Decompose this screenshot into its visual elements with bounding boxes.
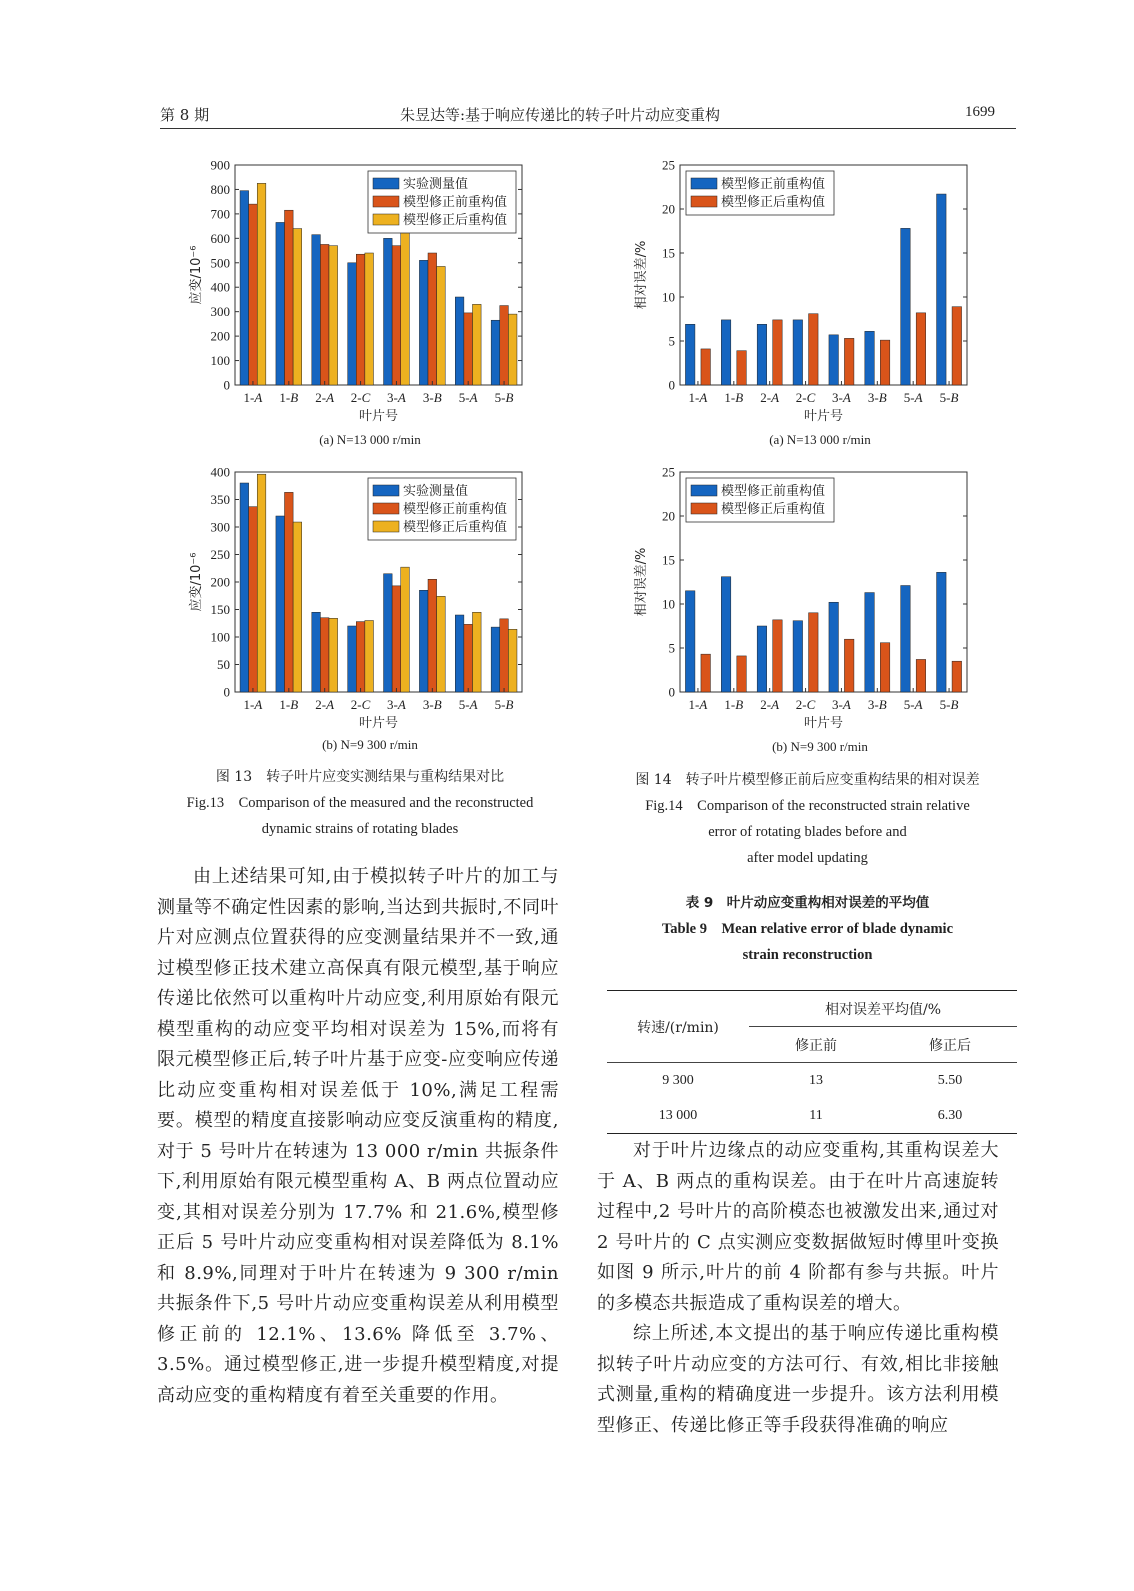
- fig13b-chart: [180, 462, 550, 742]
- y-tick-label: 700: [210, 206, 230, 222]
- bar: [455, 615, 464, 692]
- bar: [240, 483, 249, 692]
- y-tick-label: 600: [210, 230, 230, 246]
- bar: [320, 618, 329, 692]
- y-tick-label: 150: [210, 602, 230, 617]
- cell-after: 5.50: [937, 1072, 963, 1088]
- legend-label: 模型修正后重构值: [721, 502, 826, 517]
- right-column-text: [597, 1136, 999, 1441]
- th-after: 修正后: [883, 1027, 1017, 1063]
- bar: [329, 246, 338, 385]
- bar: [829, 602, 839, 692]
- cell-after: 6.30: [937, 1107, 963, 1123]
- bar: [844, 639, 854, 692]
- x-tick-label: 5-B: [494, 390, 514, 405]
- y-tick-label: 400: [210, 279, 230, 295]
- fig14-caption-en-3: after model updating: [747, 850, 868, 866]
- x-tick-label: 1-B: [279, 390, 299, 405]
- y-tick-label: 50: [217, 657, 230, 672]
- legend-swatch: [373, 521, 399, 532]
- bar: [865, 593, 875, 692]
- bar: [392, 586, 401, 692]
- legend-label: 模型修正后重构值: [721, 195, 826, 210]
- left-column-text: [157, 862, 559, 1411]
- bar: [464, 624, 473, 692]
- running-title: 朱昱达等:基于响应传递比的转子叶片动应变重构: [400, 106, 721, 124]
- fig13a-subcaption: (a) N=13 000 r/min: [319, 432, 421, 447]
- bar: [464, 313, 473, 385]
- x-tick-label: 1-B: [724, 390, 744, 405]
- cell-before: 11: [809, 1107, 823, 1123]
- y-tick-label: 500: [210, 255, 230, 271]
- y-axis-label: 应变/10⁻⁶: [189, 245, 204, 305]
- fig14a-subcaption: (a) N=13 000 r/min: [769, 432, 871, 447]
- bar: [249, 204, 258, 385]
- bar: [844, 338, 854, 385]
- y-tick-label: 20: [662, 201, 675, 217]
- fig13-caption-en-1: Fig.13 Comparison of the measured and the reconstructed: [186, 795, 534, 811]
- bar: [757, 324, 767, 385]
- x-tick-label: 3-B: [867, 697, 887, 712]
- bar: [320, 244, 329, 385]
- x-tick-label: 3-A: [387, 390, 406, 405]
- bar: [276, 516, 285, 692]
- y-tick-label: 10: [662, 289, 675, 305]
- y-axis-label: 相对误差/%: [634, 547, 649, 617]
- x-tick-label: 5-A: [458, 390, 478, 405]
- fig13b-subcaption: (b) N=9 300 r/min: [322, 737, 418, 752]
- fig14a-chart: [625, 155, 995, 435]
- y-tick-label: 5: [668, 640, 675, 656]
- fig13a-chart: [180, 155, 550, 435]
- bar: [472, 612, 481, 692]
- fig14b-subcaption: (b) N=9 300 r/min: [772, 739, 868, 754]
- bar: [348, 626, 357, 692]
- bar: [829, 335, 839, 385]
- bar: [329, 618, 338, 692]
- bar: [472, 304, 481, 385]
- bar: [356, 254, 365, 385]
- bar: [880, 643, 890, 692]
- bar: [952, 661, 962, 692]
- bar: [419, 590, 428, 692]
- bar: [293, 522, 302, 692]
- bar: [365, 621, 374, 693]
- bar: [685, 324, 695, 385]
- y-tick-label: 0: [668, 684, 675, 700]
- y-tick-label: 25: [662, 464, 675, 480]
- legend-swatch: [373, 196, 399, 207]
- y-tick-label: 100: [210, 353, 230, 369]
- y-tick-label: 100: [210, 629, 230, 645]
- bar: [428, 579, 437, 692]
- table9-title-en-2: strain reconstruction: [742, 947, 873, 963]
- x-axis-label: 叶片号: [803, 409, 844, 424]
- table9-title-en-1: Table 9 Mean relative error of blade dynamic: [661, 921, 954, 937]
- legend-label: 实验测量值: [403, 177, 469, 192]
- bar: [348, 263, 357, 385]
- table-row: [607, 1098, 1017, 1134]
- table9: [607, 990, 1017, 1134]
- legend-swatch: [373, 503, 399, 514]
- bar: [428, 253, 437, 385]
- bar: [384, 574, 393, 692]
- x-tick-label: 1-A: [243, 390, 263, 405]
- x-tick-label: 2-A: [760, 697, 780, 712]
- fig13-caption-cn: 图 13 转子叶片应变实测结果与重构结果对比: [215, 769, 505, 785]
- x-tick-label: 1-A: [688, 390, 708, 405]
- bar: [419, 260, 428, 385]
- bar: [793, 621, 803, 692]
- bar: [312, 235, 321, 385]
- legend-swatch: [373, 485, 399, 496]
- y-tick-label: 20: [662, 508, 675, 524]
- cell-speed: 13 000: [658, 1107, 698, 1123]
- fig14-caption-cn: 图 14 转子叶片模型修正前后应变重构结果的相对误差: [635, 772, 980, 788]
- y-tick-label: 300: [210, 304, 230, 320]
- x-tick-label: 3-A: [832, 390, 851, 405]
- y-tick-label: 900: [210, 157, 230, 173]
- table9-title-cn: 表 9 叶片动应变重构相对误差的平均值: [685, 895, 930, 911]
- bar: [809, 613, 819, 692]
- cell-speed: 9 300: [662, 1072, 694, 1088]
- bar: [500, 619, 509, 692]
- bar: [491, 320, 500, 385]
- page-number: 1699: [965, 104, 995, 120]
- legend-label: 实验测量值: [403, 484, 469, 499]
- fig14b-chart: [625, 462, 995, 742]
- x-tick-label: 2-C: [350, 390, 371, 405]
- paragraph: 由上述结果可知,由于模拟转子叶片的加工与测量等不确定性因素的影响,当达到共振时,不同叶片对应测点位置获得的应变测量结果并不一致,通过模型修正技术建立高保真有限元模型,基于响应传递比依然可以重构叶片动应变,利用原始有限元模型重构的动应变平均相对误差为 15%,而将有限元模型修正后,转子叶片基于应变-应变响应传递比动应变重构相对误差低于 10%,满足工程需要。模型的精度直接影响动应变反演重构的精度,对于 5 号叶片在转速为 13 000 r/min 共振条件下,利用原始有限元模型重构 A、B 两点位置动应变,其相对误差分别为 17.7% 和 21.6%,模型修正后 5 号叶片动应变重构相对误差降低为 8.1% 和 8.9%,同理对于叶片在转速为 9 300 r/min 共振条件下,5 号叶片动应变重构误差从利用模型修正前的 12.1%、13.6% 降低至 3.7%、3.5%。通过模型修正,进一步提升模型精度,对提高动应变的重构精度有着至关重要的作用。: [157, 866, 559, 1406]
- legend-label: 模型修正前重构值: [721, 484, 826, 499]
- bar: [401, 230, 410, 385]
- x-tick-label: 1-A: [688, 697, 708, 712]
- y-tick-label: 350: [210, 492, 230, 507]
- th-before: 修正前: [749, 1027, 883, 1063]
- y-axis-label: 相对误差/%: [634, 240, 649, 310]
- legend-label: 模型修正后重构值: [403, 213, 508, 228]
- bar: [455, 297, 464, 385]
- bar: [356, 622, 365, 692]
- bar: [500, 306, 509, 385]
- y-tick-label: 25: [662, 157, 675, 173]
- bar: [773, 320, 783, 385]
- y-tick-label: 0: [668, 377, 675, 393]
- bar: [249, 507, 258, 692]
- bar: [916, 313, 926, 385]
- bar: [276, 222, 285, 385]
- x-tick-label: 5-B: [939, 697, 959, 712]
- paragraph: 综上所述,本文提出的基于响应传递比重构模拟转子叶片动应变的方法可行、有效,相比非接触式测量,重构的精确度进一步提升。该方法利用模型修正、传递比修正等手段获得准确的响应: [597, 1323, 999, 1436]
- y-tick-label: 400: [210, 464, 230, 480]
- bar: [437, 266, 446, 385]
- bar: [937, 572, 947, 692]
- table-row: [607, 1063, 1017, 1099]
- legend-swatch: [691, 485, 717, 496]
- bar: [757, 626, 767, 692]
- bar: [240, 191, 249, 385]
- legend-swatch: [691, 178, 717, 189]
- y-tick-label: 250: [210, 547, 230, 562]
- bar: [773, 620, 783, 692]
- x-tick-label: 2-C: [350, 697, 371, 712]
- y-tick-label: 0: [223, 684, 230, 700]
- th-speed: 转速/(r/min): [607, 991, 749, 1063]
- bar: [293, 229, 302, 385]
- x-tick-label: 5-A: [458, 697, 478, 712]
- x-tick-label: 2-A: [315, 390, 335, 405]
- th-group: 相对误差平均值/%: [749, 991, 1017, 1027]
- bar: [285, 210, 294, 385]
- fig14-caption-en-1: Fig.14 Comparison of the reconstructed strain relative: [645, 798, 970, 814]
- bar: [793, 320, 803, 385]
- bar: [312, 612, 321, 692]
- issue-number: 第 8 期: [160, 106, 210, 124]
- bar: [721, 320, 731, 385]
- bar: [437, 596, 446, 692]
- y-tick-label: 15: [662, 552, 675, 568]
- bar: [685, 591, 695, 692]
- bar: [701, 349, 711, 385]
- x-tick-label: 5-A: [903, 390, 923, 405]
- bar: [401, 567, 410, 692]
- x-tick-label: 3-B: [867, 390, 887, 405]
- bar: [737, 351, 747, 385]
- legend-label: 模型修正前重构值: [403, 195, 508, 210]
- y-tick-label: 10: [662, 596, 675, 612]
- paragraph: 对于叶片边缘点的动应变重构,其重构误差大于 A、B 两点的重构误差。由于在叶片高速旋转过程中,2 号叶片的高阶模态也被激发出来,通过对 2 号叶片的 C 点实测应变数据做短时傅里叶变换如图 9 所示,叶片的前 4 阶都有参与共振。叶片的多模态共振造成了重构误差的增大。: [597, 1140, 999, 1314]
- x-tick-label: 2-A: [760, 390, 780, 405]
- x-tick-label: 2-C: [795, 390, 816, 405]
- legend-swatch: [691, 503, 717, 514]
- x-tick-label: 2-C: [795, 697, 816, 712]
- y-tick-label: 5: [668, 333, 675, 349]
- x-tick-label: 5-B: [494, 697, 514, 712]
- x-tick-label: 3-A: [832, 697, 851, 712]
- bar: [880, 340, 890, 385]
- x-tick-label: 5-B: [939, 390, 959, 405]
- legend-label: 模型修正前重构值: [403, 502, 508, 517]
- y-tick-label: 300: [210, 519, 230, 535]
- y-tick-label: 200: [210, 574, 230, 590]
- legend-label: 模型修正后重构值: [403, 520, 508, 535]
- x-tick-label: 5-A: [903, 697, 923, 712]
- bar: [365, 253, 374, 385]
- bar: [491, 627, 500, 692]
- legend-swatch: [691, 196, 717, 207]
- bar: [721, 577, 731, 692]
- y-axis-label: 应变/10⁻⁶: [189, 552, 204, 612]
- bar: [257, 183, 266, 385]
- bar: [285, 492, 294, 692]
- x-tick-label: 3-B: [422, 697, 442, 712]
- legend-label: 模型修正前重构值: [721, 177, 826, 192]
- x-tick-label: 2-A: [315, 697, 335, 712]
- bar: [384, 238, 393, 385]
- x-tick-label: 1-B: [279, 697, 299, 712]
- y-tick-label: 15: [662, 245, 675, 261]
- bar: [508, 314, 517, 385]
- bar: [865, 331, 875, 385]
- cell-before: 13: [809, 1072, 823, 1088]
- x-axis-label: 叶片号: [803, 716, 844, 731]
- y-tick-label: 0: [223, 377, 230, 393]
- bar: [901, 586, 911, 692]
- bar: [737, 656, 747, 692]
- x-axis-label: 叶片号: [358, 409, 399, 424]
- header-rule: [160, 128, 1016, 129]
- bar: [508, 629, 517, 692]
- x-tick-label: 3-B: [422, 390, 442, 405]
- bar: [809, 314, 819, 385]
- x-tick-label: 1-A: [243, 697, 263, 712]
- y-tick-label: 800: [210, 181, 230, 197]
- y-tick-label: 200: [210, 328, 230, 344]
- bar: [937, 194, 947, 385]
- x-tick-label: 1-B: [724, 697, 744, 712]
- x-tick-label: 3-A: [387, 697, 406, 712]
- fig13-caption-en-2: dynamic strains of rotating blades: [261, 821, 459, 837]
- fig14-caption-en-2: error of rotating blades before and: [708, 824, 907, 840]
- legend-swatch: [373, 178, 399, 189]
- bar: [257, 474, 266, 692]
- legend-swatch: [373, 214, 399, 225]
- bar: [952, 307, 962, 385]
- bar: [392, 246, 401, 385]
- x-axis-label: 叶片号: [358, 716, 399, 731]
- bar: [701, 654, 711, 692]
- bar: [901, 228, 911, 385]
- bar: [916, 659, 926, 692]
